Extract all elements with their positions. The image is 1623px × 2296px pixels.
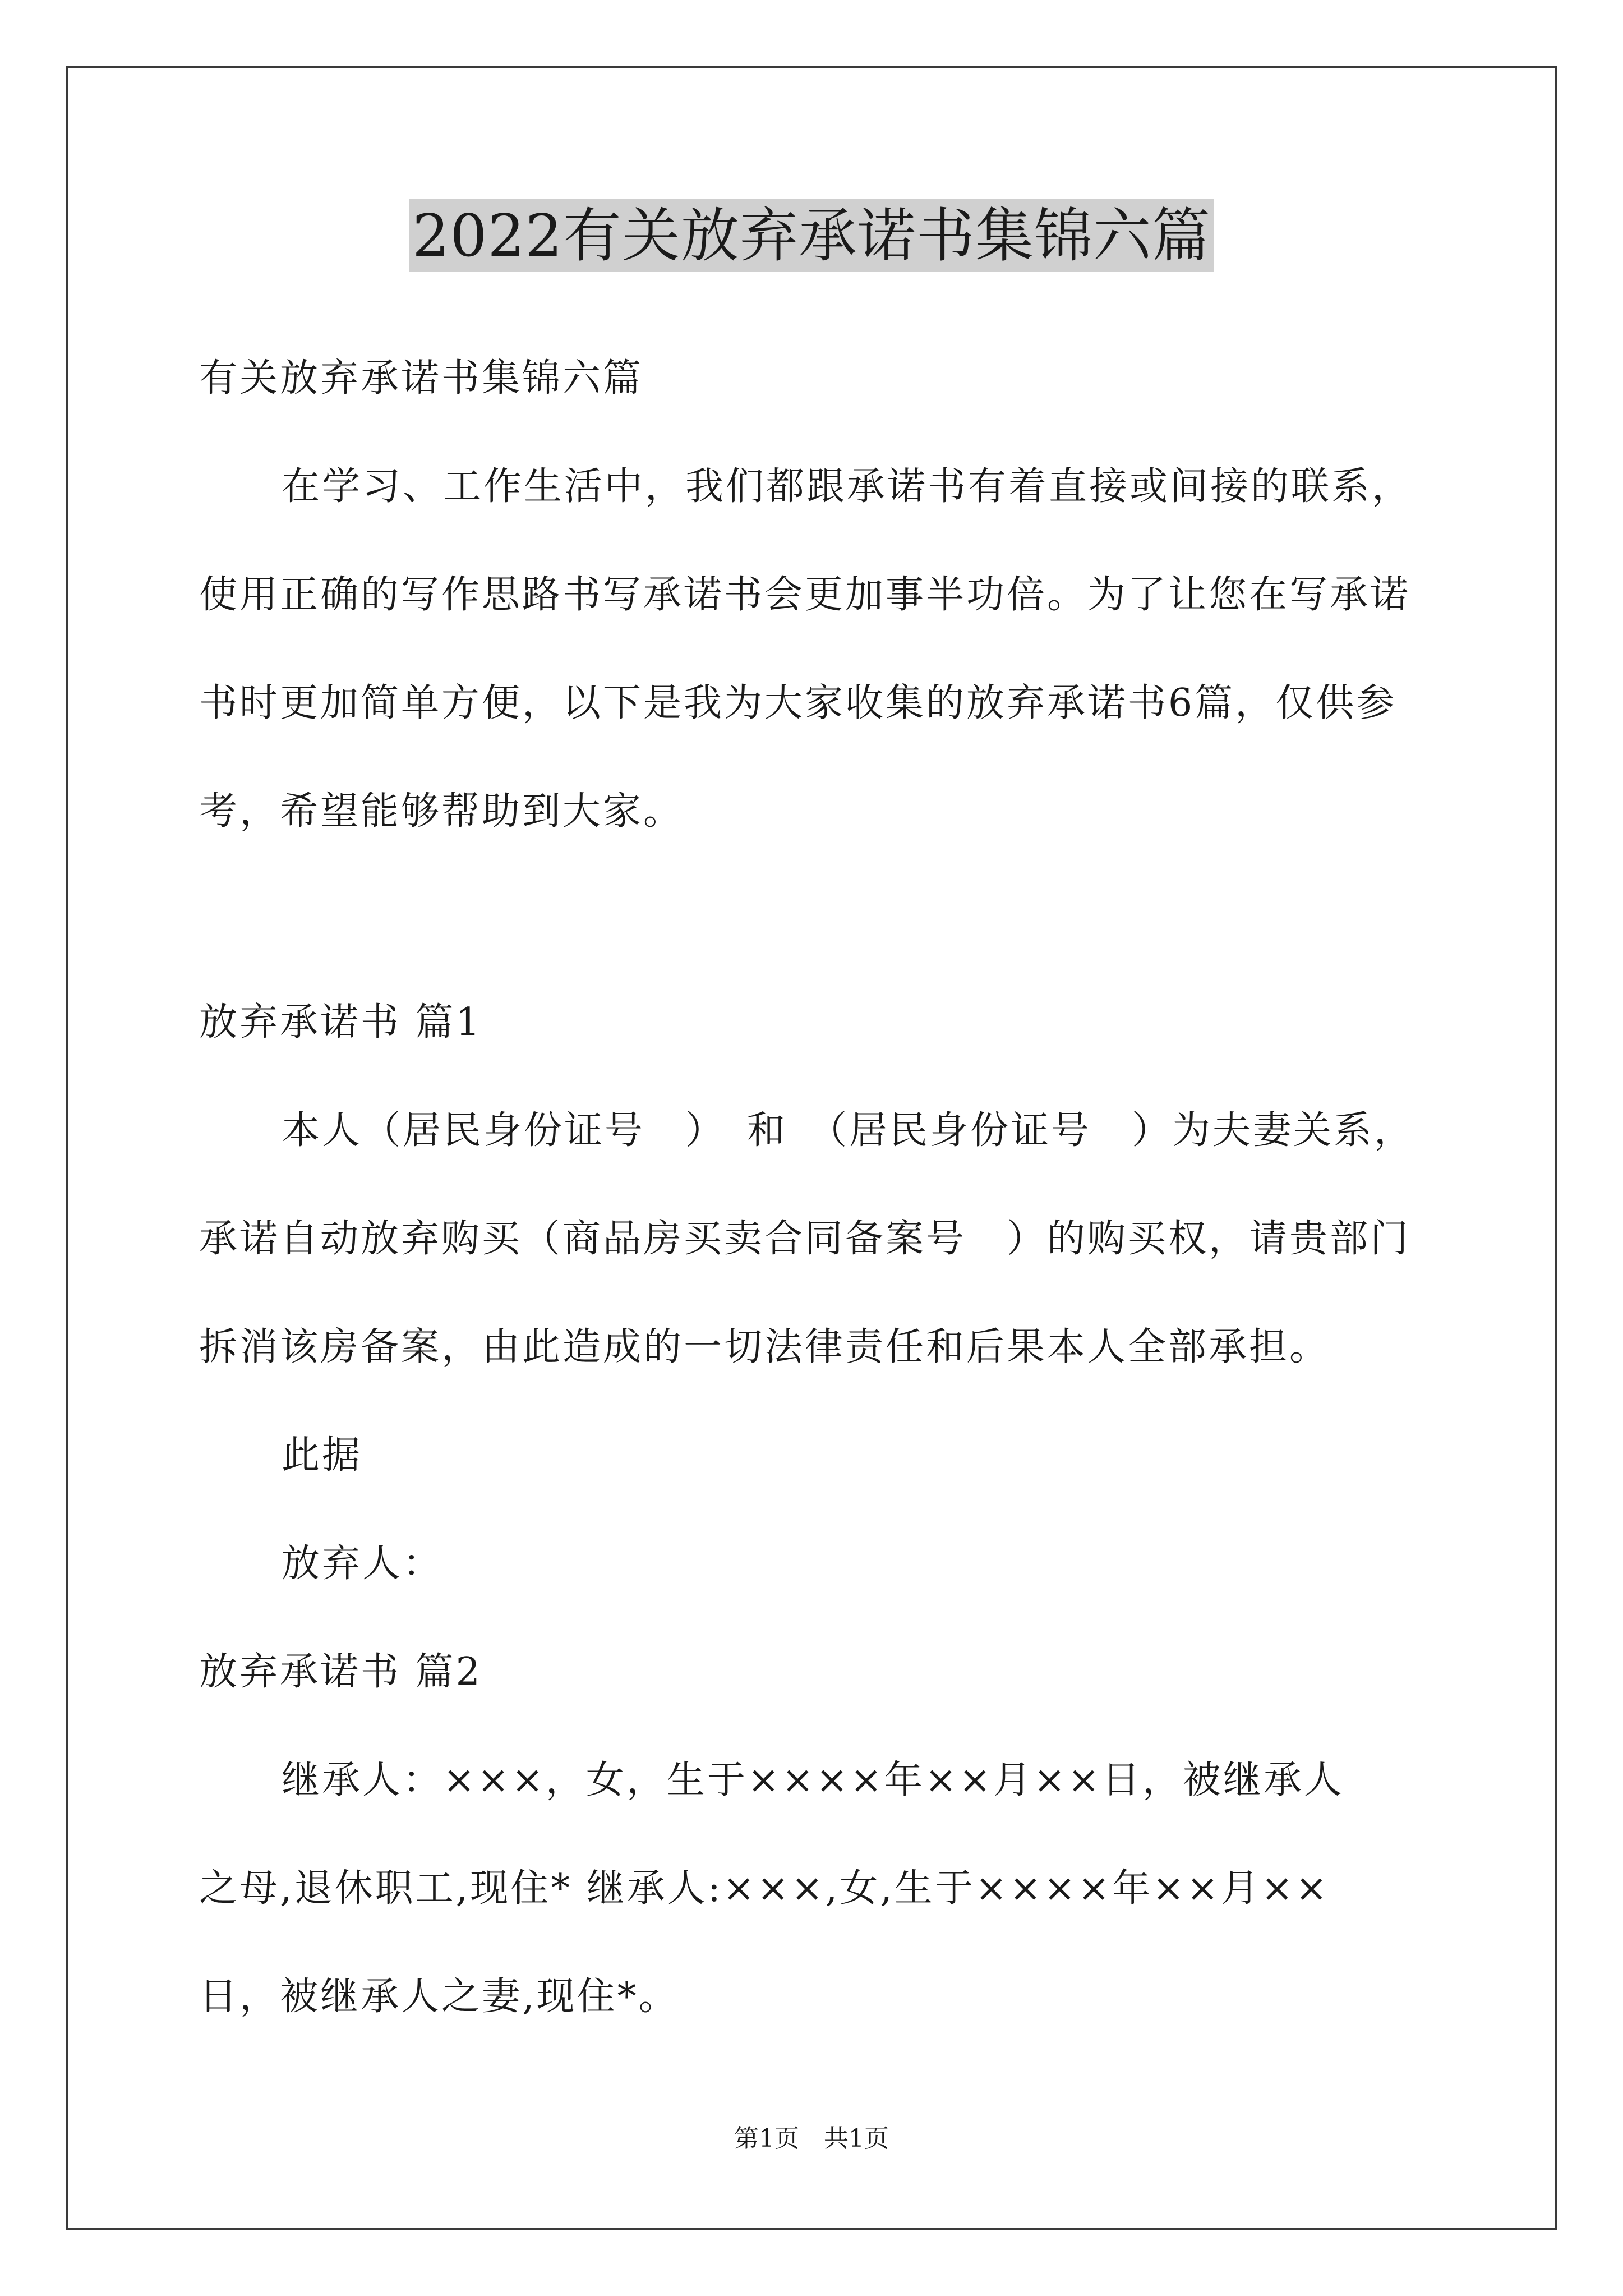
section-2-line-2: 之母,退休职工,现住* 继承人:×××,女,生于××××年××月××	[199, 1866, 1330, 1911]
intro-line-4: 考，希望能够帮助到大家。	[199, 789, 684, 834]
section-1-line-5: 放弃人：	[282, 1542, 444, 1586]
section-1-line-1: 本人（居民身份证号 ） 和 （居民身份证号 ）为夫妻关系，	[282, 1108, 1415, 1153]
document-subtitle: 有关放弃承诺书集锦六篇	[199, 356, 644, 401]
document-title	[0, 199, 1623, 272]
section-2-line-1: 继承人：×××，女，生于××××年××月××日，被继承人	[282, 1758, 1344, 1802]
intro-line-1: 在学习、工作生活中，我们都跟承诺书有着直接或间接的联系，	[282, 464, 1413, 509]
page-footer: 第1页 共1页	[734, 2124, 889, 2153]
section-2-line-3: 日，被继承人之妻,现住*。	[199, 1975, 679, 2019]
section-1-line-3: 拆消该房备案，由此造成的一切法律责任和后果本人全部承担。	[199, 1325, 1330, 1369]
section-2-heading: 放弃承诺书 篇2	[199, 1650, 482, 1694]
intro-line-3: 书时更加简单方便，以下是我为大家收集的放弃承诺书6篇，仅供参	[199, 681, 1397, 725]
section-1-heading: 放弃承诺书 篇1	[199, 1000, 482, 1045]
section-1-line-4: 此据	[282, 1433, 363, 1478]
document-title-text: 2022有关放弃承诺书集锦六篇	[409, 199, 1214, 272]
intro-line-2: 使用正确的写作思路书写承诺书会更加事半功倍。为了让您在写承诺	[199, 573, 1411, 617]
section-1-line-2: 承诺自动放弃购买（商品房买卖合同备案号 ）的购买权，请贵部门	[199, 1217, 1411, 1261]
